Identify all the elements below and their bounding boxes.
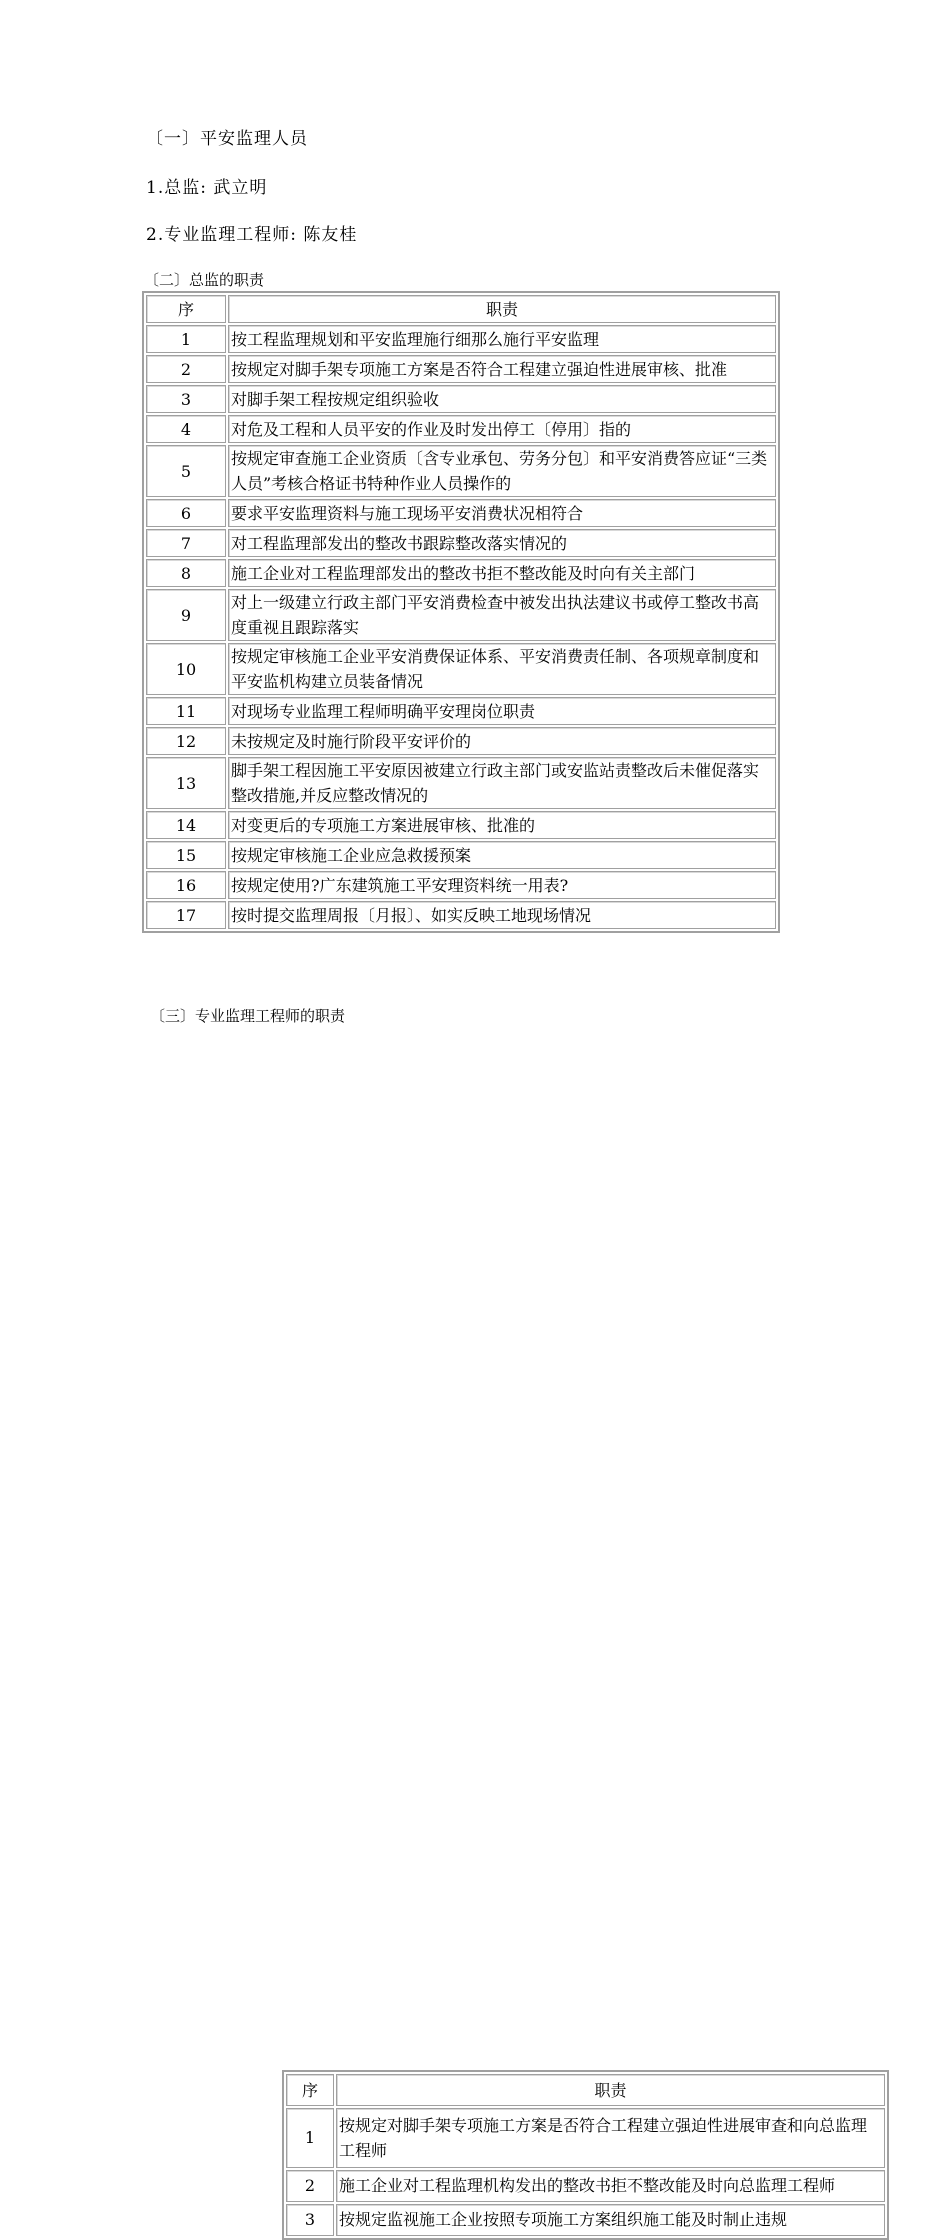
row-number: 2 [286, 2170, 334, 2202]
table-row [146, 325, 776, 353]
chief-duties-table [142, 291, 780, 933]
row-duty: 按规定使用?广东建筑施工平安理资料统一用表? [228, 871, 776, 899]
row-number: 13 [146, 757, 226, 809]
row-number: 14 [146, 811, 226, 839]
row-duty: 对危及工程和人员平安的作业及时发出停工〔停用〕指的 [228, 415, 776, 443]
row-number: 11 [146, 697, 226, 725]
table-row [146, 757, 776, 809]
row-duty: 对上一级建立行政主部门平安消费检查中被发出执法建议书或停工整改书高度重视且跟踪落实 [228, 589, 776, 641]
specialist-engineer-line: 2.专业监理工程师: 陈友桂 [146, 225, 358, 245]
table-row [146, 643, 776, 695]
specialist-duties-table [282, 2070, 889, 2240]
header-seq: 序 [146, 295, 226, 323]
row-number: 17 [146, 901, 226, 929]
row-number: 8 [146, 559, 226, 587]
section1-title: 〔一〕平安监理人员 [146, 129, 308, 149]
table-row [146, 559, 776, 587]
row-duty: 按规定对脚手架专项施工方案是否符合工程建立强迫性进展审核、批准 [228, 355, 776, 383]
row-number: 1 [286, 2108, 334, 2168]
row-duty: 按规定审查施工企业资质〔含专业承包、劳务分包〕和平安消费答应证“三类人员”考核合格证书特种作业人员操作的 [228, 445, 776, 497]
table-row [146, 415, 776, 443]
table-row [146, 529, 776, 557]
row-duty: 施工企业对工程监理部发出的整改书拒不整改能及时向有关主部门 [228, 559, 776, 587]
table-row [286, 2170, 885, 2202]
table-row [286, 2108, 885, 2168]
table-row [146, 811, 776, 839]
row-duty: 按时提交监理周报〔月报〕、如实反映工地现场情况 [228, 901, 776, 929]
row-number: 12 [146, 727, 226, 755]
table-header-row [146, 295, 776, 323]
row-number: 15 [146, 841, 226, 869]
table-row [146, 901, 776, 929]
row-duty: 施工企业对工程监理机构发出的整改书拒不整改能及时向总监理工程师 [336, 2170, 885, 2202]
row-number: 2 [146, 355, 226, 383]
table-row [146, 589, 776, 641]
row-duty: 对现场专业监理工程师明确平安理岗位职责 [228, 697, 776, 725]
row-duty: 按规定审核施工企业应急救援预案 [228, 841, 776, 869]
row-duty: 按规定监视施工企业按照专项施工方案组织施工能及时制止违规 [336, 2204, 885, 2236]
row-duty: 未按规定及时施行阶段平安评价的 [228, 727, 776, 755]
row-number: 7 [146, 529, 226, 557]
row-duty: 按规定审核施工企业平安消费保证体系、平安消费责任制、各项规章制度和平安监机构建立员装备情况 [228, 643, 776, 695]
row-duty: 要求平安监理资料与施工现场平安消费状况相符合 [228, 499, 776, 527]
row-number: 1 [146, 325, 226, 353]
row-duty: 对工程监理部发出的整改书跟踪整改落实情况的 [228, 529, 776, 557]
table-row [146, 727, 776, 755]
row-number: 9 [146, 589, 226, 641]
row-number: 10 [146, 643, 226, 695]
row-number: 6 [146, 499, 226, 527]
table-row [286, 2204, 885, 2236]
section2-title: 〔二〕总监的职责 [144, 271, 265, 289]
row-number: 3 [286, 2204, 334, 2236]
table-row [146, 499, 776, 527]
header-duty: 职责 [228, 295, 776, 323]
row-duty: 对脚手架工程按规定组织验收 [228, 385, 776, 413]
table-row [146, 355, 776, 383]
row-duty: 按规定对脚手架专项施工方案是否符合工程建立强迫性进展审查和向总监理工程师 [336, 2108, 885, 2168]
row-number: 16 [146, 871, 226, 899]
table-header-row [286, 2074, 885, 2106]
header-seq: 序 [286, 2074, 334, 2106]
table-row [146, 697, 776, 725]
chief-supervisor-line: 1.总监: 武立明 [146, 178, 268, 198]
section3-title: 〔三〕专业监理工程师的职责 [150, 1007, 346, 1025]
header-duty: 职责 [336, 2074, 885, 2106]
row-duty: 对变更后的专项施工方案进展审核、批准的 [228, 811, 776, 839]
row-duty: 脚手架工程因施工平安原因被建立行政主部门或安监站责整改后未催促落实整改措施,并反应整改情况的 [228, 757, 776, 809]
specialist-table-clip [141, 1035, 868, 2230]
row-number: 4 [146, 415, 226, 443]
table-row [146, 871, 776, 899]
row-duty: 按工程监理规划和平安监理施行细那么施行平安监理 [228, 325, 776, 353]
row-number: 5 [146, 445, 226, 497]
table-row [146, 841, 776, 869]
table-row [146, 385, 776, 413]
row-number: 3 [146, 385, 226, 413]
table-row [146, 445, 776, 497]
